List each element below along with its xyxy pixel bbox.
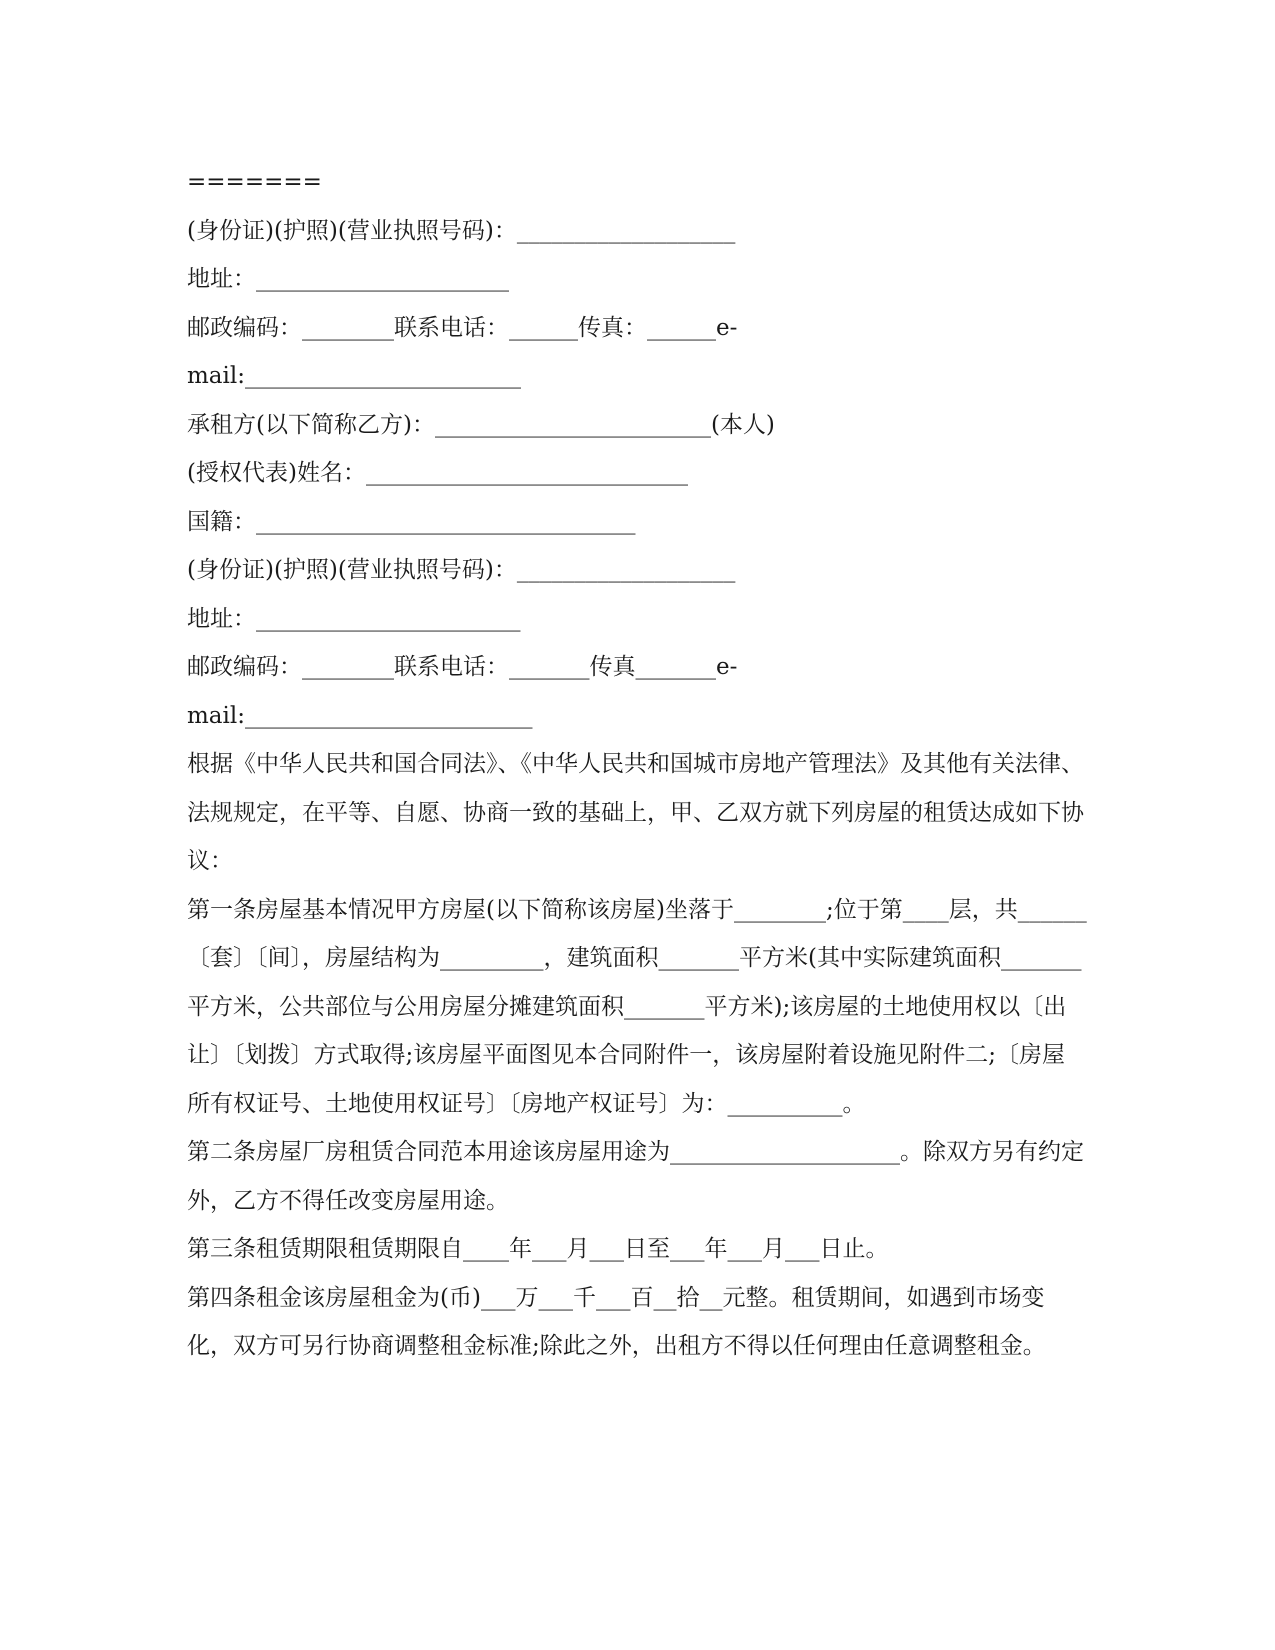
preamble-paragraph: 根据《中华人民共和国合同法》、《中华人民共和国城市房地产管理法》及其他有关法律、法规规定，在平等、自愿、协商一致的基础上，甲、乙双方就下列房屋的租赁达成如下协议： — [187, 751, 1084, 874]
document-page — [187, 158, 1087, 1371]
separator-line: ======= — [187, 169, 322, 195]
lessor-email-line: mail:________________________ — [187, 363, 521, 389]
lessee-email-line: mail:_________________________ — [187, 702, 533, 729]
lessee-nationality-line: 国籍：_________________________________ — [187, 508, 636, 535]
lessee-id-number-line: (身份证)(护照)(营业执照号码)：___________________ — [187, 557, 736, 583]
lessor-address-line: 地址：______________________ — [187, 266, 509, 292]
article-4-paragraph: 第四条租金该房屋租金为(币)___万___千___百__拾__元整。租赁期间，如遇到市场变化，双方可另行协商调整租金标准;除此之外，出租方不得以任何理由任意调整租金。 — [187, 1284, 1046, 1359]
article-3-paragraph: 第三条租赁期限租赁期限自____年___月___日至___年___月___日止。 — [187, 1236, 889, 1262]
lessee-representative-line: (授权代表)姓名：____________________________ — [187, 460, 688, 486]
lessee-address-line: 地址：_______________________ — [187, 605, 521, 632]
lessee-contact-line: 邮政编码：________联系电话：_______传真_______e- — [187, 654, 738, 680]
lessor-contact-line: 邮政编码：________联系电话：______传真：______e- — [187, 314, 738, 341]
lessor-id-number-line: (身份证)(护照)(营业执照号码)：___________________ — [187, 217, 736, 244]
lessee-line: 承租方(以下简称乙方)：________________________(本人) — [187, 411, 775, 438]
article-1-paragraph: 第一条房屋基本情况甲方房屋(以下简称该房屋)坐落于________;位于第____层，共______〔套〕〔间〕，房屋结构为_________，建筑面积_______平方米(其中实际建筑面积_______平方米，公共部位与公用房屋分摊建筑面积_______平方米);该房屋的土地使用权以〔出让〕〔划拨〕方式取得;该房屋平面图见本合同附件一，该房屋附着设施见附件二;〔房屋所有权证号、土地使用权证号〕〔房地产权证号〕为：__________。 — [187, 896, 1087, 1117]
article-2-paragraph: 第二条房屋厂房租赁合同范本用途该房屋用途为____________________。除双方另有约定外，乙方不得任改变房屋用途。 — [187, 1139, 1084, 1214]
